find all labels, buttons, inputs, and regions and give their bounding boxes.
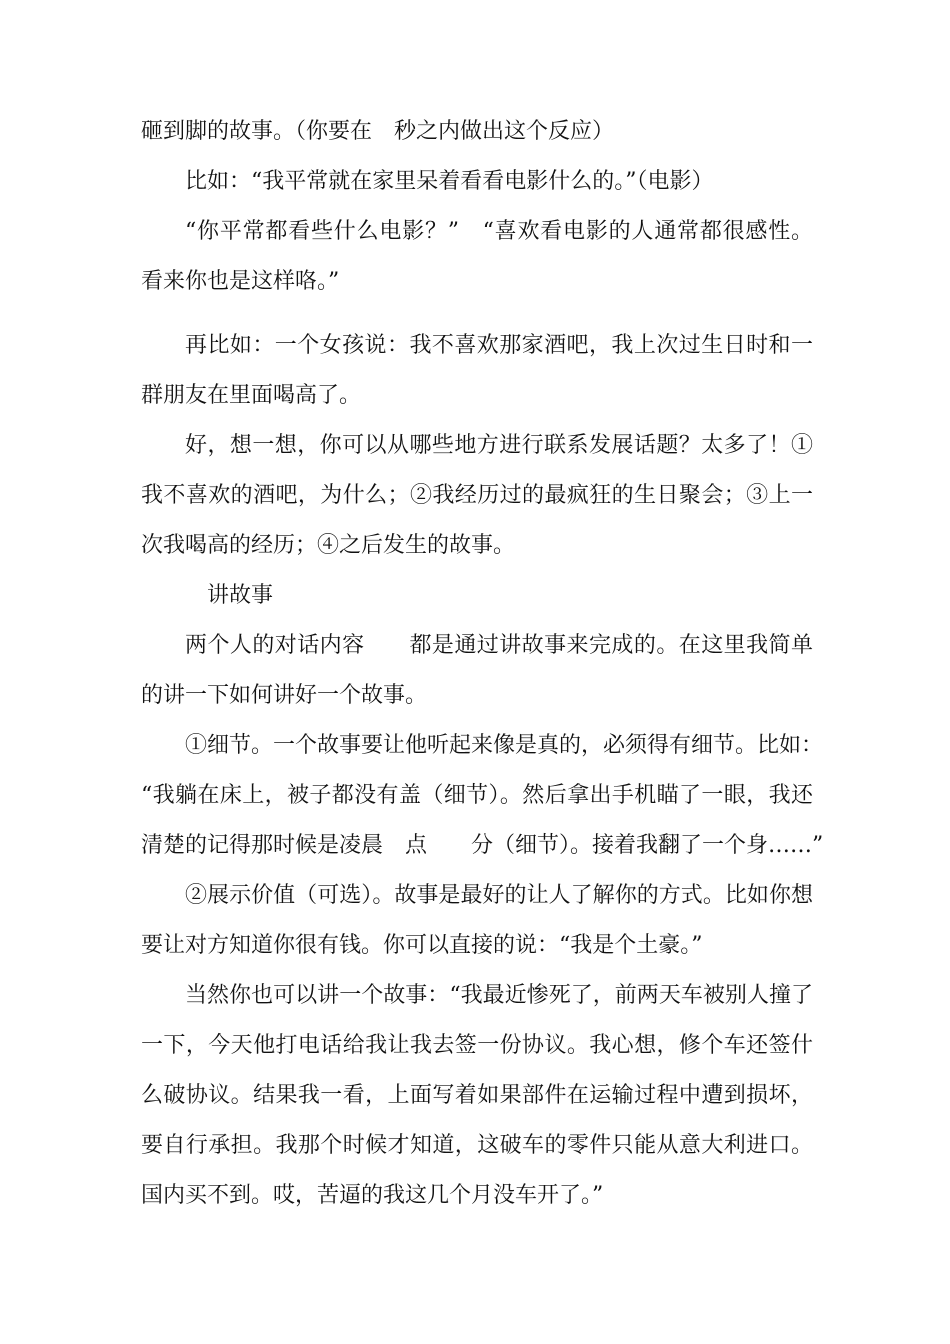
text-line: 两个人的对话内容 都是通过讲故事来完成的。在这里我简单 — [185, 633, 813, 658]
text-line: 好，想一想，你可以从哪些地方进行联系发展话题？太多了！① — [185, 433, 813, 458]
text-line: 比如：“我平常就在家里呆着看看电影什么的。”（电影） — [185, 169, 714, 194]
section-heading: 讲故事 — [207, 583, 274, 608]
text-line: 我不喜欢的酒吧，为什么；②我经历过的最疯狂的生日聚会；③上一 — [141, 483, 813, 508]
text-line: 清楚的记得那时候是凌晨 点 分（细节）。接着我翻了一个身……” — [141, 833, 824, 858]
text-line: 国内买不到。哎，苦逼的我这几个月没车开了。” — [141, 1183, 604, 1208]
text-line: 再比如：一个女孩说：我不喜欢那家酒吧，我上次过生日时和一 — [185, 333, 813, 358]
text-line: 要自行承担。我那个时候才知道，这破车的零件只能从意大利进口。 — [141, 1133, 813, 1158]
text-line: 群朋友在里面喝高了。 — [141, 383, 362, 408]
text-line: “我躺在床上，被子都没有盖（细节）。然后拿出手机瞄了一眼，我还 — [141, 783, 813, 808]
text-line: 当然你也可以讲一个故事：“我最近惨死了，前两天车被别人撞了 — [185, 983, 813, 1008]
text-line: 看来你也是这样咯。” — [141, 269, 340, 294]
text-line: 么破协议。结果我一看，上面写着如果部件在运输过程中遭到损坏， — [141, 1083, 813, 1108]
text-line: 次我喝高的经历；④之后发生的故事。 — [141, 533, 516, 558]
text-line: ②展示价值（可选）。故事是最好的让人了解你的方式。比如你想 — [185, 883, 813, 908]
text-line: 要让对方知道你很有钱。你可以直接的说：“我是个土豪。” — [141, 933, 703, 958]
text-line: 的讲一下如何讲好一个故事。 — [141, 683, 428, 708]
text-line: 一下，今天他打电话给我让我去签一份协议。我心想，修个车还签什 — [141, 1033, 813, 1058]
text-line: ①细节。一个故事要让他听起来像是真的，必须得有细节。比如： — [185, 733, 824, 758]
text-line: “你平常都看些什么电影？” “喜欢看电影的人通常都很感性。 — [185, 219, 813, 244]
text-line: 砸到脚的故事。（你要在 秒之内做出这个反应） — [141, 119, 615, 144]
